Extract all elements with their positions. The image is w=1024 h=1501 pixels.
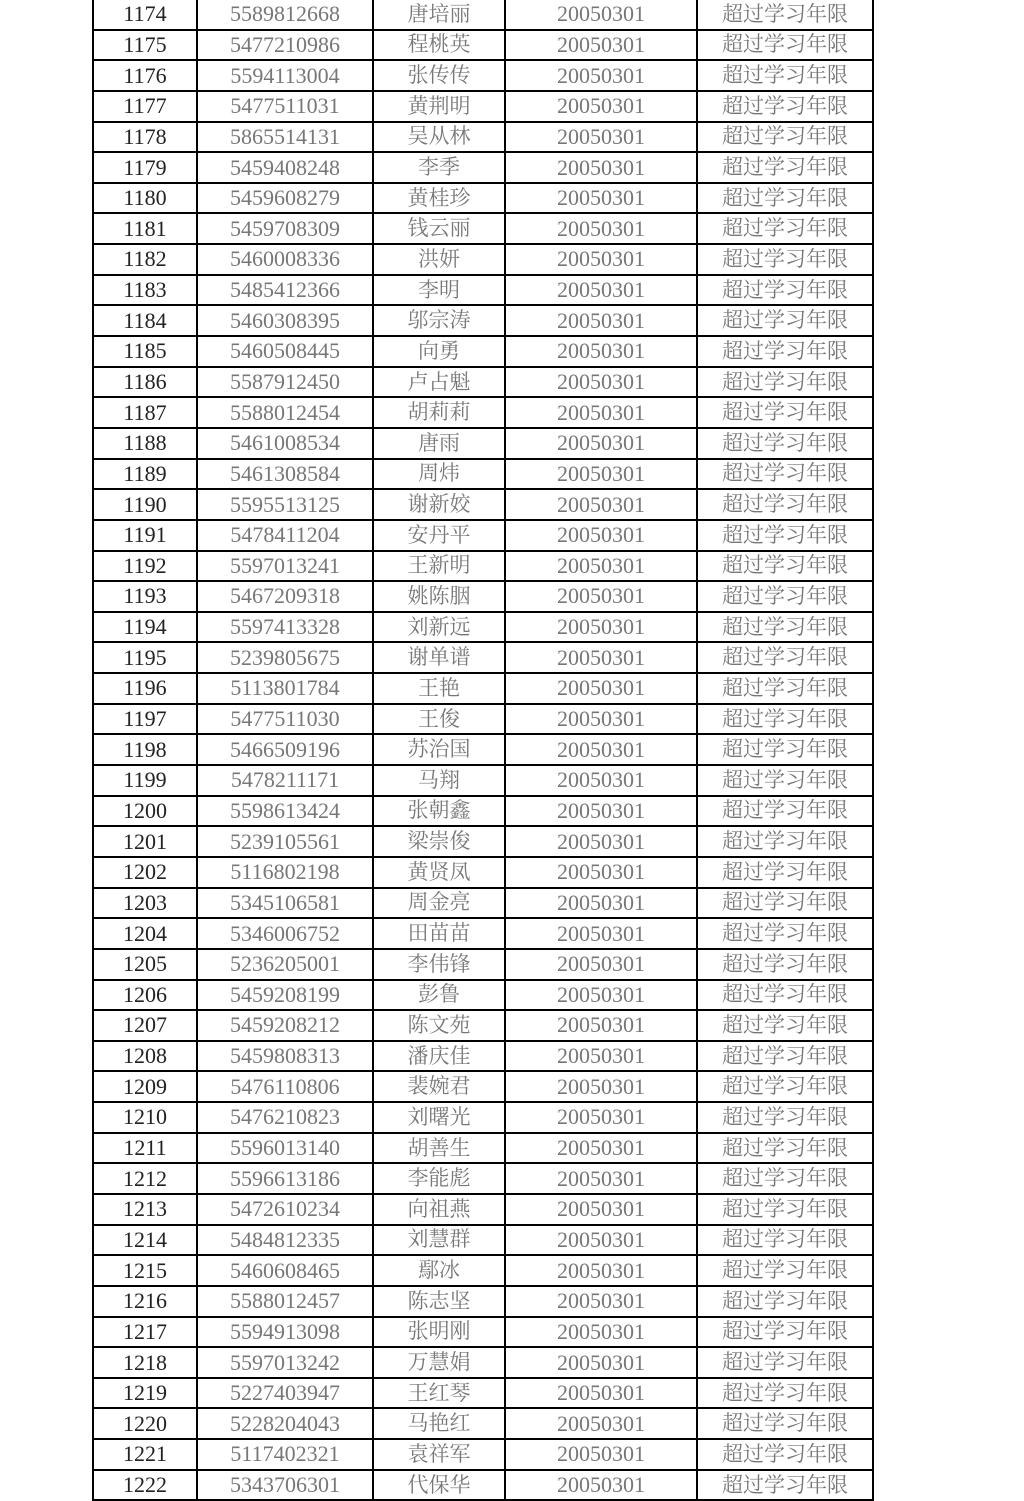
cell-student-name: 胡善生 — [373, 1133, 505, 1164]
cell-student-id: 5596613186 — [197, 1163, 373, 1194]
cell-date: 20050301 — [505, 1194, 697, 1225]
cell-sequence-number: 1198 — [93, 734, 197, 765]
cell-sequence-number: 1216 — [93, 1286, 197, 1317]
cell-sequence-number: 1197 — [93, 704, 197, 735]
table-row — [93, 489, 873, 520]
cell-reason: 超过学习年限 — [697, 305, 873, 336]
cell-student-id: 5598613424 — [197, 796, 373, 827]
cell-student-id: 5594113004 — [197, 60, 373, 91]
table-row — [93, 642, 873, 673]
table-row — [93, 1439, 873, 1470]
cell-reason: 超过学习年限 — [697, 1194, 873, 1225]
cell-sequence-number: 1175 — [93, 30, 197, 61]
table-row — [93, 122, 873, 153]
cell-student-id: 5467209318 — [197, 581, 373, 612]
cell-student-id: 5227403947 — [197, 1378, 373, 1409]
cell-student-id: 5346006752 — [197, 918, 373, 949]
cell-sequence-number: 1214 — [93, 1225, 197, 1256]
cell-date: 20050301 — [505, 551, 697, 582]
cell-reason: 超过学习年限 — [697, 0, 873, 30]
cell-reason: 超过学习年限 — [697, 1102, 873, 1133]
cell-sequence-number: 1194 — [93, 612, 197, 643]
cell-student-id: 5459608279 — [197, 183, 373, 214]
cell-reason: 超过学习年限 — [697, 704, 873, 735]
cell-student-name: 张明刚 — [373, 1317, 505, 1348]
cell-date: 20050301 — [505, 857, 697, 888]
cell-date: 20050301 — [505, 336, 697, 367]
cell-reason: 超过学习年限 — [697, 1071, 873, 1102]
cell-sequence-number: 1177 — [93, 91, 197, 122]
table-row — [93, 612, 873, 643]
cell-reason: 超过学习年限 — [697, 734, 873, 765]
table-row — [93, 918, 873, 949]
cell-student-name: 安丹平 — [373, 520, 505, 551]
cell-reason: 超过学习年限 — [697, 397, 873, 428]
cell-reason: 超过学习年限 — [697, 1317, 873, 1348]
cell-date: 20050301 — [505, 704, 697, 735]
table-row — [93, 1470, 873, 1501]
cell-student-id: 5113801784 — [197, 673, 373, 704]
cell-reason: 超过学习年限 — [697, 581, 873, 612]
cell-reason: 超过学习年限 — [697, 612, 873, 643]
cell-reason: 超过学习年限 — [697, 642, 873, 673]
cell-student-id: 5596013140 — [197, 1133, 373, 1164]
cell-student-id: 5459208212 — [197, 1010, 373, 1041]
cell-date: 20050301 — [505, 367, 697, 398]
cell-student-name: 程桃英 — [373, 30, 505, 61]
cell-sequence-number: 1188 — [93, 428, 197, 459]
cell-sequence-number: 1218 — [93, 1347, 197, 1378]
cell-date: 20050301 — [505, 1408, 697, 1439]
table-row — [93, 1317, 873, 1348]
cell-student-name: 李季 — [373, 152, 505, 183]
table-row — [93, 888, 873, 919]
table-row — [93, 428, 873, 459]
cell-student-id: 5460508445 — [197, 336, 373, 367]
cell-student-name: 钱云丽 — [373, 213, 505, 244]
cell-student-id: 5597013242 — [197, 1347, 373, 1378]
cell-date: 20050301 — [505, 1163, 697, 1194]
cell-sequence-number: 1187 — [93, 397, 197, 428]
cell-date: 20050301 — [505, 1041, 697, 1072]
cell-student-id: 5595513125 — [197, 489, 373, 520]
cell-reason: 超过学习年限 — [697, 1163, 873, 1194]
cell-sequence-number: 1215 — [93, 1255, 197, 1286]
cell-student-name: 刘曙光 — [373, 1102, 505, 1133]
table-row — [93, 244, 873, 275]
cell-sequence-number: 1200 — [93, 796, 197, 827]
table-row — [93, 704, 873, 735]
cell-date: 20050301 — [505, 1102, 697, 1133]
cell-student-name: 黄荆明 — [373, 91, 505, 122]
cell-student-id: 5594913098 — [197, 1317, 373, 1348]
cell-date: 20050301 — [505, 213, 697, 244]
cell-sequence-number: 1181 — [93, 213, 197, 244]
cell-sequence-number: 1190 — [93, 489, 197, 520]
cell-student-name: 唐雨 — [373, 428, 505, 459]
cell-date: 20050301 — [505, 1071, 697, 1102]
cell-student-id: 5460008336 — [197, 244, 373, 275]
cell-date: 20050301 — [505, 520, 697, 551]
cell-date: 20050301 — [505, 1378, 697, 1409]
cell-date: 20050301 — [505, 1286, 697, 1317]
cell-student-name: 刘新远 — [373, 612, 505, 643]
cell-student-id: 5485412366 — [197, 275, 373, 306]
cell-student-name: 陈文苑 — [373, 1010, 505, 1041]
cell-sequence-number: 1195 — [93, 642, 197, 673]
table-row — [93, 1408, 873, 1439]
table-row — [93, 1347, 873, 1378]
cell-student-name: 陈志坚 — [373, 1286, 505, 1317]
cell-student-name: 黄桂珍 — [373, 183, 505, 214]
cell-student-id: 5343706301 — [197, 1470, 373, 1501]
cell-sequence-number: 1183 — [93, 275, 197, 306]
cell-sequence-number: 1176 — [93, 60, 197, 91]
cell-student-name: 李伟锋 — [373, 949, 505, 980]
cell-reason: 超过学习年限 — [697, 1470, 873, 1501]
cell-reason: 超过学习年限 — [697, 888, 873, 919]
cell-student-id: 5588012454 — [197, 397, 373, 428]
cell-student-id: 5597013241 — [197, 551, 373, 582]
cell-student-id: 5460608465 — [197, 1255, 373, 1286]
cell-student-name: 潘庆佳 — [373, 1041, 505, 1072]
cell-reason: 超过学习年限 — [697, 1041, 873, 1072]
cell-student-id: 5478211171 — [197, 765, 373, 796]
table-row — [93, 459, 873, 490]
cell-student-id: 5459708309 — [197, 213, 373, 244]
cell-student-id: 5478411204 — [197, 520, 373, 551]
cell-sequence-number: 1212 — [93, 1163, 197, 1194]
cell-sequence-number: 1186 — [93, 367, 197, 398]
table-row — [93, 1071, 873, 1102]
cell-student-name: 万慧娟 — [373, 1347, 505, 1378]
cell-sequence-number: 1208 — [93, 1041, 197, 1072]
cell-date: 20050301 — [505, 888, 697, 919]
cell-student-id: 5239105561 — [197, 826, 373, 857]
table-row — [93, 213, 873, 244]
cell-student-id: 5476110806 — [197, 1071, 373, 1102]
table-body — [93, 0, 873, 1500]
cell-reason: 超过学习年限 — [697, 152, 873, 183]
table-row — [93, 826, 873, 857]
cell-student-id: 5461008534 — [197, 428, 373, 459]
cell-sequence-number: 1189 — [93, 459, 197, 490]
cell-student-name: 张传传 — [373, 60, 505, 91]
cell-student-name: 马翔 — [373, 765, 505, 796]
cell-student-id: 5472610234 — [197, 1194, 373, 1225]
cell-date: 20050301 — [505, 1255, 697, 1286]
cell-sequence-number: 1184 — [93, 305, 197, 336]
cell-date: 20050301 — [505, 765, 697, 796]
cell-sequence-number: 1220 — [93, 1408, 197, 1439]
table-row — [93, 1041, 873, 1072]
cell-date: 20050301 — [505, 796, 697, 827]
cell-sequence-number: 1202 — [93, 857, 197, 888]
cell-date: 20050301 — [505, 1010, 697, 1041]
cell-reason: 超过学习年限 — [697, 275, 873, 306]
cell-student-id: 5477511030 — [197, 704, 373, 735]
cell-sequence-number: 1201 — [93, 826, 197, 857]
cell-sequence-number: 1213 — [93, 1194, 197, 1225]
cell-date: 20050301 — [505, 673, 697, 704]
cell-student-name: 田苗苗 — [373, 918, 505, 949]
cell-student-name: 李明 — [373, 275, 505, 306]
cell-student-name: 谢单谱 — [373, 642, 505, 673]
table-row — [93, 91, 873, 122]
cell-reason: 超过学习年限 — [697, 1408, 873, 1439]
cell-date: 20050301 — [505, 734, 697, 765]
cell-reason: 超过学习年限 — [697, 949, 873, 980]
cell-student-id: 5459808313 — [197, 1041, 373, 1072]
cell-date: 20050301 — [505, 152, 697, 183]
cell-reason: 超过学习年限 — [697, 1010, 873, 1041]
table-row — [93, 1194, 873, 1225]
cell-reason: 超过学习年限 — [697, 826, 873, 857]
table-row — [93, 0, 873, 30]
cell-sequence-number: 1196 — [93, 673, 197, 704]
cell-student-name: 彭鲁 — [373, 980, 505, 1011]
cell-date: 20050301 — [505, 0, 697, 30]
cell-student-name: 谢新姣 — [373, 489, 505, 520]
student-record-table — [92, 0, 874, 1501]
cell-reason: 超过学习年限 — [697, 60, 873, 91]
cell-student-name: 唐培丽 — [373, 0, 505, 30]
cell-student-id: 5588012457 — [197, 1286, 373, 1317]
cell-student-name: 裴婉君 — [373, 1071, 505, 1102]
cell-date: 20050301 — [505, 122, 697, 153]
cell-date: 20050301 — [505, 980, 697, 1011]
cell-reason: 超过学习年限 — [697, 428, 873, 459]
cell-student-id: 5239805675 — [197, 642, 373, 673]
cell-sequence-number: 1199 — [93, 765, 197, 796]
cell-date: 20050301 — [505, 30, 697, 61]
table-row — [93, 1010, 873, 1041]
cell-date: 20050301 — [505, 612, 697, 643]
cell-student-name: 周炜 — [373, 459, 505, 490]
cell-reason: 超过学习年限 — [697, 1347, 873, 1378]
cell-reason: 超过学习年限 — [697, 213, 873, 244]
cell-sequence-number: 1207 — [93, 1010, 197, 1041]
cell-student-id: 5476210823 — [197, 1102, 373, 1133]
cell-student-name: 姚陈胭 — [373, 581, 505, 612]
cell-sequence-number: 1179 — [93, 152, 197, 183]
table-row — [93, 1163, 873, 1194]
table-row — [93, 367, 873, 398]
cell-student-name: 王红琴 — [373, 1378, 505, 1409]
cell-student-name: 梁崇俊 — [373, 826, 505, 857]
cell-student-id: 5459408248 — [197, 152, 373, 183]
cell-student-id: 5345106581 — [197, 888, 373, 919]
cell-date: 20050301 — [505, 305, 697, 336]
cell-reason: 超过学习年限 — [697, 459, 873, 490]
table-row — [93, 581, 873, 612]
cell-student-name: 吴从林 — [373, 122, 505, 153]
table-row — [93, 60, 873, 91]
cell-student-name: 王新明 — [373, 551, 505, 582]
cell-date: 20050301 — [505, 581, 697, 612]
cell-student-name: 鄢冰 — [373, 1255, 505, 1286]
cell-date: 20050301 — [505, 275, 697, 306]
cell-student-id: 5116802198 — [197, 857, 373, 888]
cell-date: 20050301 — [505, 91, 697, 122]
table-row — [93, 551, 873, 582]
table-row — [93, 520, 873, 551]
table-row — [93, 1133, 873, 1164]
cell-sequence-number: 1204 — [93, 918, 197, 949]
cell-sequence-number: 1182 — [93, 244, 197, 275]
cell-date: 20050301 — [505, 397, 697, 428]
cell-reason: 超过学习年限 — [697, 918, 873, 949]
table-row — [93, 796, 873, 827]
table-row — [93, 765, 873, 796]
cell-sequence-number: 1205 — [93, 949, 197, 980]
cell-sequence-number: 1217 — [93, 1317, 197, 1348]
cell-reason: 超过学习年限 — [697, 489, 873, 520]
table-row — [93, 30, 873, 61]
cell-sequence-number: 1222 — [93, 1470, 197, 1501]
cell-student-id: 5587912450 — [197, 367, 373, 398]
cell-student-name: 李能彪 — [373, 1163, 505, 1194]
cell-date: 20050301 — [505, 244, 697, 275]
table-row — [93, 1255, 873, 1286]
cell-date: 20050301 — [505, 1470, 697, 1501]
cell-student-name: 张朝鑫 — [373, 796, 505, 827]
cell-student-id: 5477210986 — [197, 30, 373, 61]
cell-sequence-number: 1210 — [93, 1102, 197, 1133]
cell-reason: 超过学习年限 — [697, 30, 873, 61]
table-row — [93, 1102, 873, 1133]
cell-reason: 超过学习年限 — [697, 1439, 873, 1470]
cell-sequence-number: 1185 — [93, 336, 197, 367]
cell-reason: 超过学习年限 — [697, 1286, 873, 1317]
cell-student-id: 5597413328 — [197, 612, 373, 643]
cell-date: 20050301 — [505, 489, 697, 520]
cell-student-name: 苏治国 — [373, 734, 505, 765]
cell-student-id: 5484812335 — [197, 1225, 373, 1256]
table-row — [93, 1286, 873, 1317]
cell-date: 20050301 — [505, 642, 697, 673]
table-row — [93, 1378, 873, 1409]
table-row — [93, 397, 873, 428]
table-row — [93, 305, 873, 336]
table-row — [93, 949, 873, 980]
cell-date: 20050301 — [505, 60, 697, 91]
cell-student-id: 5117402321 — [197, 1439, 373, 1470]
cell-sequence-number: 1211 — [93, 1133, 197, 1164]
cell-reason: 超过学习年限 — [697, 183, 873, 214]
cell-student-name: 周金亮 — [373, 888, 505, 919]
cell-student-id: 5466509196 — [197, 734, 373, 765]
cell-sequence-number: 1203 — [93, 888, 197, 919]
cell-date: 20050301 — [505, 918, 697, 949]
table-row — [93, 673, 873, 704]
cell-student-name: 袁祥军 — [373, 1439, 505, 1470]
table-row — [93, 183, 873, 214]
cell-student-name: 王俊 — [373, 704, 505, 735]
cell-student-id: 5459208199 — [197, 980, 373, 1011]
cell-date: 20050301 — [505, 1225, 697, 1256]
cell-sequence-number: 1192 — [93, 551, 197, 582]
cell-reason: 超过学习年限 — [697, 1133, 873, 1164]
cell-reason: 超过学习年限 — [697, 1255, 873, 1286]
table-row — [93, 275, 873, 306]
cell-reason: 超过学习年限 — [697, 1378, 873, 1409]
cell-reason: 超过学习年限 — [697, 673, 873, 704]
cell-student-id: 5228204043 — [197, 1408, 373, 1439]
cell-reason: 超过学习年限 — [697, 857, 873, 888]
table-row — [93, 857, 873, 888]
cell-student-name: 卢占魁 — [373, 367, 505, 398]
cell-sequence-number: 1221 — [93, 1439, 197, 1470]
cell-sequence-number: 1206 — [93, 980, 197, 1011]
cell-date: 20050301 — [505, 428, 697, 459]
cell-date: 20050301 — [505, 826, 697, 857]
cell-student-name: 洪妍 — [373, 244, 505, 275]
table-row — [93, 152, 873, 183]
cell-sequence-number: 1219 — [93, 1378, 197, 1409]
cell-date: 20050301 — [505, 1133, 697, 1164]
cell-student-name: 代保华 — [373, 1470, 505, 1501]
cell-student-id: 5460308395 — [197, 305, 373, 336]
cell-reason: 超过学习年限 — [697, 1225, 873, 1256]
cell-reason: 超过学习年限 — [697, 765, 873, 796]
cell-sequence-number: 1174 — [93, 0, 197, 30]
cell-sequence-number: 1180 — [93, 183, 197, 214]
cell-reason: 超过学习年限 — [697, 244, 873, 275]
cell-sequence-number: 1193 — [93, 581, 197, 612]
cell-student-name: 刘慧群 — [373, 1225, 505, 1256]
cell-student-id: 5477511031 — [197, 91, 373, 122]
cell-reason: 超过学习年限 — [697, 796, 873, 827]
cell-date: 20050301 — [505, 459, 697, 490]
cell-reason: 超过学习年限 — [697, 551, 873, 582]
cell-reason: 超过学习年限 — [697, 520, 873, 551]
table-row — [93, 734, 873, 765]
cell-reason: 超过学习年限 — [697, 980, 873, 1011]
cell-student-name: 向祖燕 — [373, 1194, 505, 1225]
cell-sequence-number: 1209 — [93, 1071, 197, 1102]
cell-student-name: 胡莉莉 — [373, 397, 505, 428]
cell-reason: 超过学习年限 — [697, 91, 873, 122]
cell-reason: 超过学习年限 — [697, 122, 873, 153]
cell-student-name: 黄贤凤 — [373, 857, 505, 888]
cell-reason: 超过学习年限 — [697, 367, 873, 398]
cell-date: 20050301 — [505, 1347, 697, 1378]
cell-student-name: 向勇 — [373, 336, 505, 367]
cell-student-id: 5589812668 — [197, 0, 373, 30]
table-row — [93, 1225, 873, 1256]
cell-student-id: 5461308584 — [197, 459, 373, 490]
cell-date: 20050301 — [505, 1439, 697, 1470]
cell-sequence-number: 1178 — [93, 122, 197, 153]
cell-date: 20050301 — [505, 183, 697, 214]
cell-student-name: 马艳红 — [373, 1408, 505, 1439]
table-row — [93, 336, 873, 367]
cell-student-name: 邬宗涛 — [373, 305, 505, 336]
table-row — [93, 980, 873, 1011]
cell-student-name: 王艳 — [373, 673, 505, 704]
cell-sequence-number: 1191 — [93, 520, 197, 551]
cell-student-id: 5865514131 — [197, 122, 373, 153]
cell-reason: 超过学习年限 — [697, 336, 873, 367]
cell-student-id: 5236205001 — [197, 949, 373, 980]
cell-date: 20050301 — [505, 1317, 697, 1348]
cell-date: 20050301 — [505, 949, 697, 980]
